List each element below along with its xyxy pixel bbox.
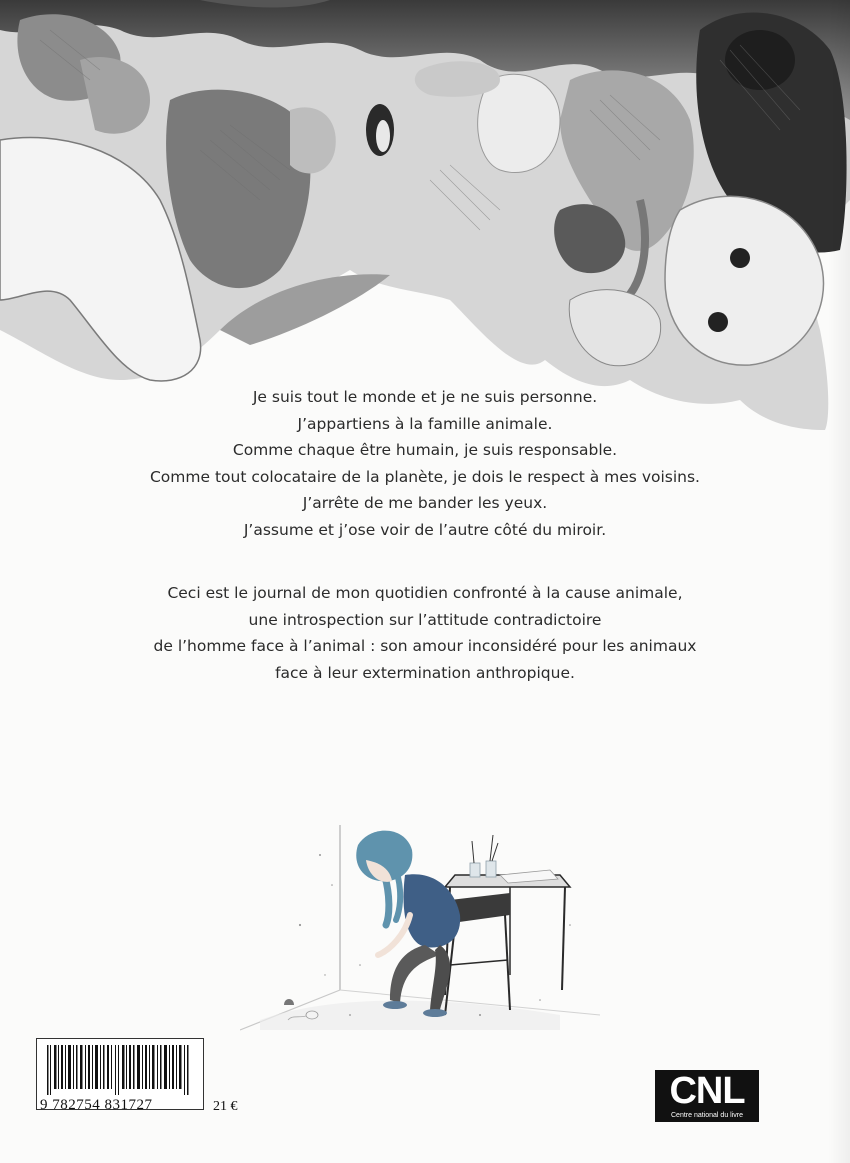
text-line: Ceci est le journal de mon quotidien confronté à la cause animale, [167,584,683,602]
cnl-logo-letters: CNL [669,1070,745,1112]
text-line: une introspection sur l’attitude contradictoire [248,610,602,629]
barcode-bars [37,1039,203,1097]
animal-collage-illustration [0,0,850,440]
text-line: Comme chaque être humain, je suis responsable. [232,441,618,459]
barcode-number: 9 782754 831727 [40,1097,153,1113]
text-line: J’arrête de me bander les yeux. [302,494,548,512]
intro-text [100,384,750,543]
price: 21 € [213,1099,238,1114]
text-line: face à leur extermination anthropique. [275,663,575,682]
cnl-logo-subtitle: Centre national du livre [671,1112,743,1119]
text-line: Comme tout colocataire de la planète, je dois le respect à mes voisins. [149,467,700,486]
cover-edge-shadow [828,0,850,1163]
girl-at-desk-illustration [240,815,600,1040]
summary-text [100,580,750,686]
text-line: Je suis tout le monde et je ne suis personne. [252,388,598,406]
text-line: J’assume et j’ose voir de l’autre côté du miroir. [243,520,607,539]
text-line: de l’homme face à l’animal : son amour inconsidéré pour les animaux [153,637,697,655]
text-line: J’appartiens à la famille animale. [297,414,553,433]
cnl-logo [655,1070,759,1122]
